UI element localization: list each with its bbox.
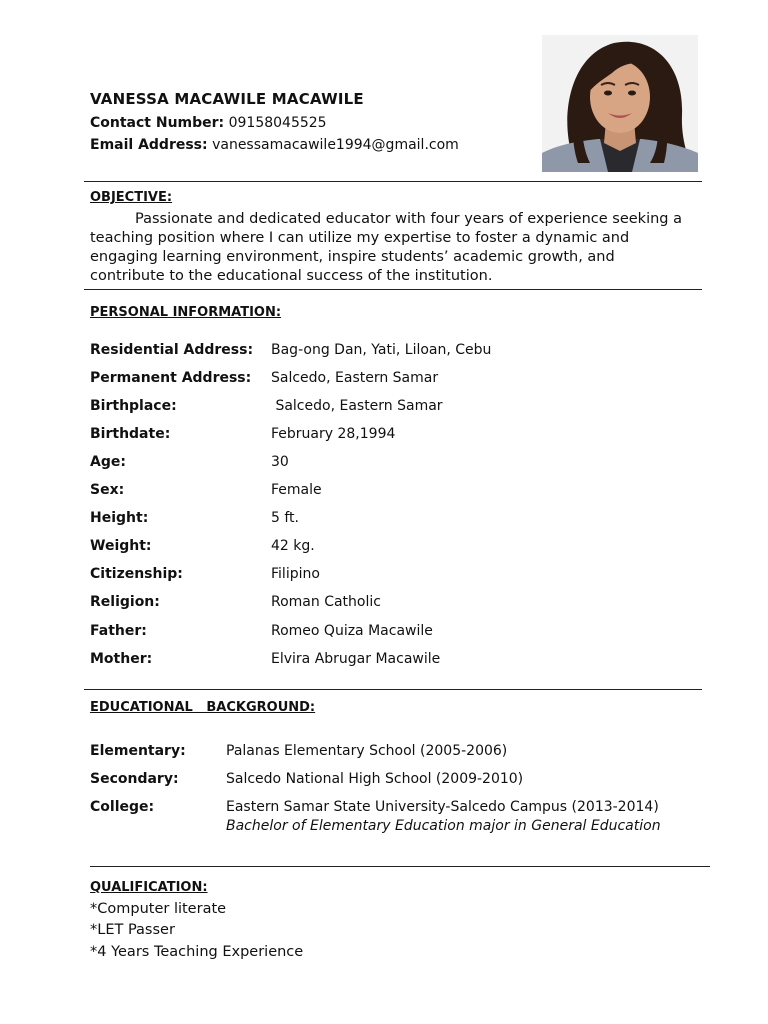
info-label: Age: <box>90 454 126 470</box>
education-value: Salcedo National High School (2009-2010) <box>226 771 524 787</box>
divider-line <box>90 866 710 867</box>
info-label: Religion: <box>90 594 160 610</box>
email-address-value: vanessamacawile1994@gmail.com <box>212 137 459 153</box>
info-value: Salcedo, Eastern Samar <box>271 398 443 414</box>
info-label: Sex: <box>90 482 125 498</box>
email-address-line <box>90 137 459 153</box>
info-value: 42 kg. <box>271 538 315 554</box>
info-value: Filipino <box>271 566 320 582</box>
qualification-item: *Computer literate <box>90 901 227 917</box>
educational-background-heading: EDUCATIONAL BACKGROUND: <box>90 700 316 715</box>
applicant-photo <box>542 35 698 172</box>
info-value: Salcedo, Eastern Samar <box>271 370 439 386</box>
email-address-label: Email Address: <box>90 137 208 153</box>
contact-number-value: 09158045525 <box>228 115 327 131</box>
divider-line <box>84 289 702 290</box>
info-label: Residential Address: <box>90 342 254 358</box>
personal-information-heading: PERSONAL INFORMATION: <box>90 305 282 320</box>
info-value: Bag-ong Dan, Yati, Liloan, Cebu <box>271 342 492 358</box>
info-label: Permanent Address: <box>90 370 252 386</box>
info-value: Roman Catholic <box>271 594 381 610</box>
education-value: Palanas Elementary School (2005-2006) <box>226 743 508 759</box>
info-label: Father: <box>90 623 147 639</box>
objective-heading: OBJECTIVE: <box>90 190 173 205</box>
info-label: Birthplace: <box>90 398 177 414</box>
contact-number-label: Contact Number: <box>90 115 225 131</box>
info-value: February 28,1994 <box>271 426 396 442</box>
info-label: Citizenship: <box>90 566 183 582</box>
info-value: Romeo Quiza Macawile <box>271 623 433 639</box>
education-label: Elementary: <box>90 743 186 759</box>
divider-line <box>84 181 702 182</box>
info-label: Height: <box>90 510 149 526</box>
info-value: Female <box>271 482 322 498</box>
info-value: 5 ft. <box>271 510 299 526</box>
info-label: Birthdate: <box>90 426 171 442</box>
qualification-item: *LET Passer <box>90 922 175 938</box>
info-label: Weight: <box>90 538 152 554</box>
divider-line <box>84 689 702 690</box>
contact-number-line <box>90 115 327 131</box>
college-course: Bachelor of Elementary Education major in General Education <box>226 818 661 834</box>
info-label: Mother: <box>90 651 153 667</box>
info-value: 30 <box>271 454 289 470</box>
applicant-name: VANESSA MACAWILE MACAWILE <box>90 90 364 108</box>
qualification-item: *4 Years Teaching Experience <box>90 944 304 960</box>
education-label: Secondary: <box>90 771 179 787</box>
info-value: Elvira Abrugar Macawile <box>271 651 441 667</box>
objective-text: Passionate and dedicated educator with four years of experience seeking a teaching position where I can utilize my expertise to foster a dynamic and engaging learning environment, inspire students’ academic growth, and contribute to the educational success of the institution. <box>90 211 682 284</box>
education-value: Eastern Samar State University-Salcedo Campus (2013-2014) <box>226 799 659 815</box>
education-label: College: <box>90 799 155 815</box>
qualification-heading: QUALIFICATION: <box>90 880 208 895</box>
